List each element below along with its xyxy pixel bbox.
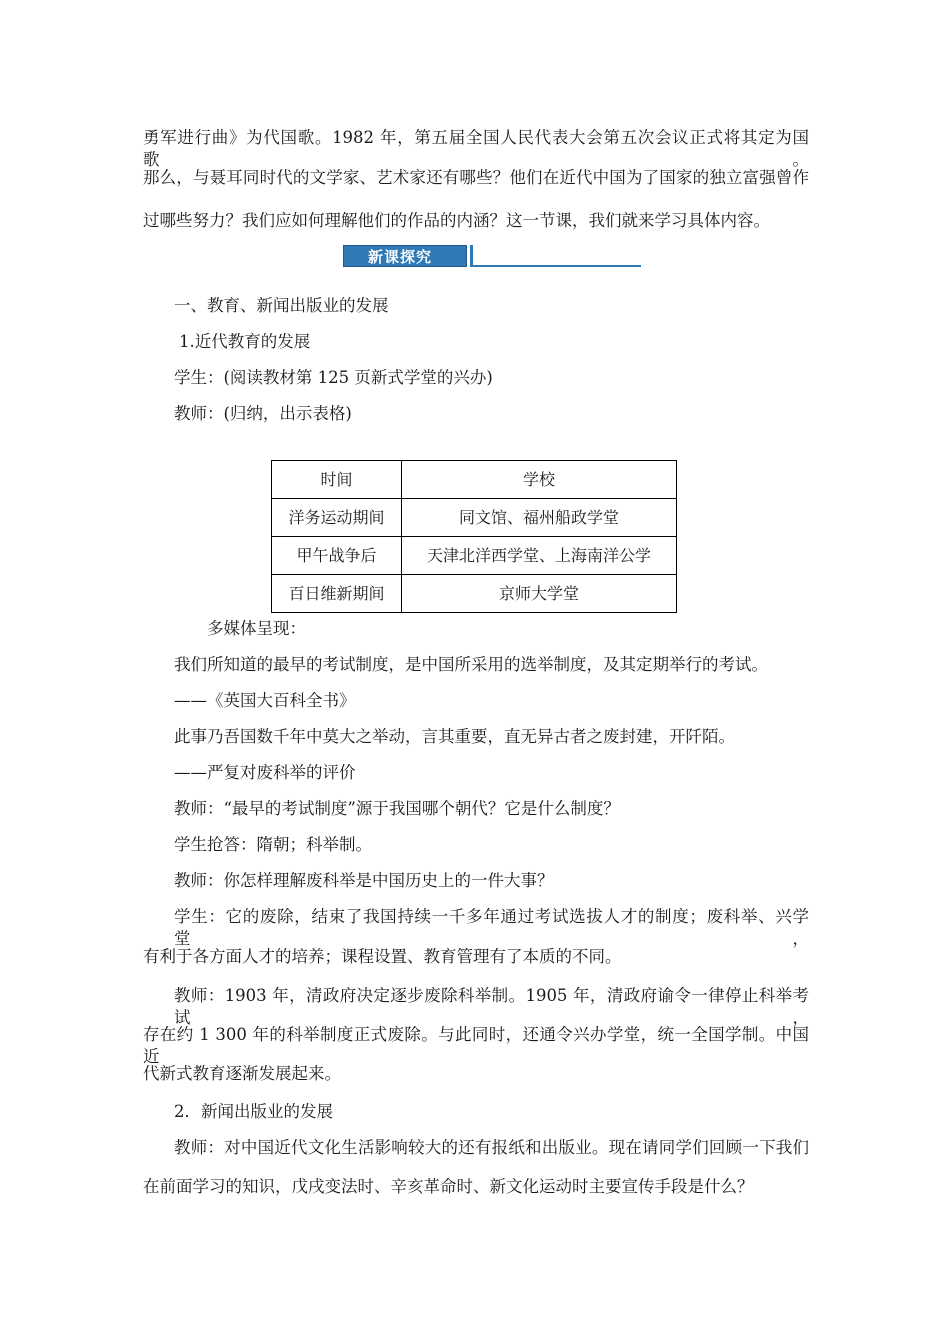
teacher-line: 教师：(归纳，出示表格) xyxy=(174,404,352,423)
teacher-statement-line-2: 存在约 1 300 年的科举制度正式废除。与此同时，还通令兴办学堂，统一全国学制。中国近 xyxy=(143,1025,809,1066)
table-header-school: 学校 xyxy=(402,461,677,499)
student-answer-2-line-1: 学生：它的废除，结束了我国持续一千多年通过考试选拔人才的制度；废科举、兴学堂， xyxy=(174,907,809,948)
table-row xyxy=(272,499,677,537)
quote-source-yanfu: ——严复对废科举的评价 xyxy=(174,763,356,782)
table-cell-school: 同文馆、福州船政学堂 xyxy=(402,499,677,537)
banner-box xyxy=(343,245,467,267)
quote-britannica: 我们所知道的最早的考试制度，是中国所采用的选举制度，及其定期举行的考试。 xyxy=(174,655,768,674)
subheading-press: 2．新闻出版业的发展 xyxy=(174,1102,333,1121)
student-line: 学生：(阅读教材第 125 页新式学堂的兴办) xyxy=(174,368,493,387)
quote-yanfu: 此事乃吾国数千年中莫大之举动，言其重要，直无异古者之废封建，开阡陌。 xyxy=(174,727,735,746)
table-cell-time: 百日维新期间 xyxy=(272,575,402,613)
intro-line-2: 那么，与聂耳同时代的文学家、艺术家还有哪些？他们在近代中国为了国家的独立富强曾作 xyxy=(143,168,809,187)
quote-source-britannica: ——《英国大百科全书》 xyxy=(174,691,356,710)
teacher-press-line-2: 在前面学习的知识，戊戌变法时、辛亥革命时、新文化运动时主要宣传手段是什么？ xyxy=(143,1177,754,1196)
intro-line-1: 勇军进行曲》为代国歌。1982 年，第五届全国人民代表大会第五次会议正式将其定为国歌。 xyxy=(143,128,809,169)
student-answer-2-line-2: 有利于各方面人才的培养；课程设置、教育管理有了本质的不同。 xyxy=(143,947,622,966)
schools-table xyxy=(271,460,677,613)
table-header-time: 时间 xyxy=(272,461,402,499)
teacher-statement-line-3: 代新式教育逐渐发展起来。 xyxy=(143,1064,341,1083)
teacher-question-2: 教师：你怎样理解废科举是中国历史上的一件大事？ xyxy=(174,871,554,890)
teacher-question-1: 教师：“最早的考试制度”源于我国哪个朝代？它是什么制度？ xyxy=(174,799,620,818)
teacher-statement-line-1: 教师：1903 年，清政府决定逐步废除科举制。1905 年，清政府谕令一律停止科举考试， xyxy=(174,986,809,1027)
table-row xyxy=(272,575,677,613)
banner-stripe xyxy=(470,245,473,267)
table-cell-school: 天津北洋西学堂、上海南洋公学 xyxy=(402,537,677,575)
table-header-row xyxy=(272,461,677,499)
section-banner xyxy=(343,245,641,269)
teacher-press-line-1: 教师：对中国近代文化生活影响较大的还有报纸和出版业。现在请同学们回顾一下我们 xyxy=(174,1138,809,1157)
banner-label: 新课探究 xyxy=(368,248,433,266)
table-cell-time: 甲午战争后 xyxy=(272,537,402,575)
intro-line-3: 过哪些努力？我们应如何理解他们的作品的内涵？这一节课，我们就来学习具体内容。 xyxy=(143,211,770,230)
table-cell-school: 京师大学堂 xyxy=(402,575,677,613)
banner-rule xyxy=(471,265,641,267)
table-row xyxy=(272,537,677,575)
subheading-education: 1.近代教育的发展 xyxy=(179,332,311,351)
section-heading: 一、教育、新闻出版业的发展 xyxy=(174,296,389,315)
student-answer-1: 学生抢答：隋朝；科举制。 xyxy=(174,835,372,854)
table-cell-time: 洋务运动期间 xyxy=(272,499,402,537)
multimedia-label: 多媒体呈现： xyxy=(207,619,306,638)
